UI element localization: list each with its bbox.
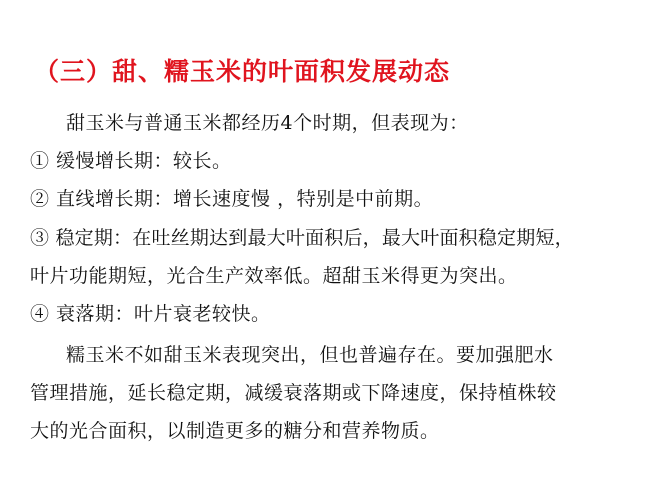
slide-title: （三）甜、糯玉米的叶面积发展动态 [34, 57, 451, 86]
waxy-corn-paragraph-line-3: 大的光合面积，以制造更多的糖分和营养物质。 [30, 420, 440, 442]
waxy-corn-paragraph-line-2: 管理措施，延长稳定期，减缓衰落期或下降速度，保持植株较 [30, 382, 557, 404]
waxy-corn-paragraph-line-1: 糯玉米不如甜玉米表现突出，但也普遍存在。要加强肥水 [66, 344, 554, 366]
stage-1-slow-growth: ① 缓慢增长期：较长。 [30, 150, 232, 172]
stage-2-linear-growth: ② 直线增长期：增长速度慢 ，特别是中前期。 [30, 188, 434, 210]
stage-3-stable-line-2: 叶片功能期短，光合生产效率低。超甜玉米得更为突出。 [30, 265, 518, 287]
stage-3-stable-line-1: ③ 稳定期：在吐丝期达到最大叶面积后，最大叶面积稳定期短， [30, 227, 574, 249]
intro-paragraph: 甜玉米与普通玉米都经历4个时期，但表现为： [66, 112, 469, 134]
stage-4-decline: ④ 衰落期：叶片衰老较快。 [30, 303, 271, 325]
